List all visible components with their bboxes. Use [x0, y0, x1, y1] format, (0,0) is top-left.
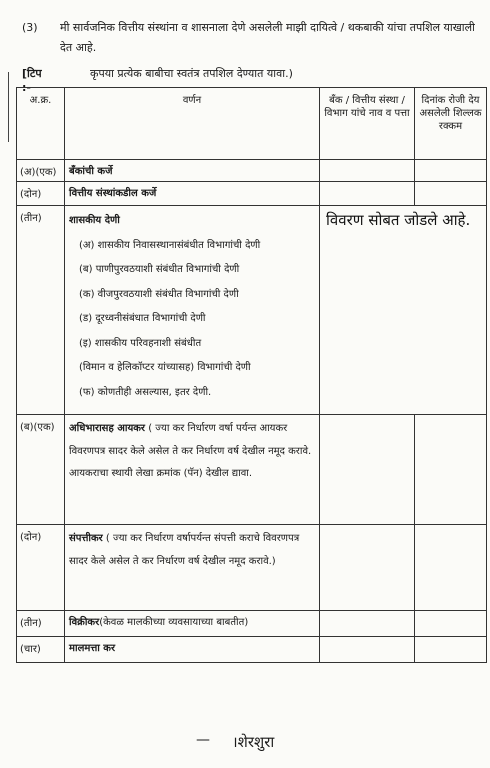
balance-cell	[415, 637, 487, 663]
table-row	[17, 637, 487, 663]
table-row	[17, 182, 487, 206]
list-item: (अ) शासकीय निवासस्थानासंबंधीत विभागांची देणी	[79, 239, 261, 251]
signature	[196, 718, 356, 758]
row-text: ( ज्या कर निर्धारण वर्षा पर्यन्त आयकर विवरणपत्र सादर केले असेल ते कर निर्धारण वर्ष देखील नमूद करावे. आयकराचा स्थायी लेखा क्रमांक (पॅन) देखील द्यावा.	[69, 423, 312, 479]
list-item: (इ) शासकीय परिवहनाशी संबंधीत	[79, 337, 202, 349]
liabilities-table	[16, 87, 487, 663]
row-title: विक्रीकर	[69, 617, 100, 628]
row-description	[65, 525, 320, 611]
header-description: वर्णन	[65, 88, 320, 160]
table-row	[17, 415, 487, 525]
header-bank: बँक / वित्तीय संस्था / विभाग यांचे नाव व पत्ता	[320, 88, 415, 160]
row-label: (चार)	[17, 637, 65, 663]
table-row	[17, 206, 487, 415]
balance-cell	[415, 611, 487, 637]
row-description	[65, 611, 320, 637]
row-text: ( ज्या कर निर्धारण वर्षापर्यन्त संपत्ती कराचे विवरणपत्र सादर केले असेल ते कर निर्धारण वर्ष देखील नमूद करावे.)	[69, 533, 300, 567]
bank-cell	[320, 415, 415, 525]
row-title: संपत्तीकर	[69, 533, 103, 544]
row-description	[65, 206, 320, 415]
table-row	[17, 525, 487, 611]
row-title: बँकांची कर्जे	[65, 160, 320, 182]
handwritten-cell	[320, 206, 487, 415]
list-item: (ब) पाणीपुरवठयाशी संबंधीत विभागांची देणी	[79, 264, 240, 275]
handwritten-note: विवरण सोबत जोडले आहे.	[326, 211, 471, 229]
row-title: वित्तीय संस्थांकडील कर्जे	[65, 182, 320, 206]
row-label: (अ)(एक)	[17, 160, 65, 182]
row-title: शासकीय देणी	[69, 215, 120, 226]
row-text: (केवळ मालकीच्या व्यवसायाच्या बाबतीत)	[99, 617, 249, 628]
balance-cell	[415, 160, 487, 182]
row-label: (दोन)	[17, 182, 65, 206]
row-label: (ब)(एक)	[17, 415, 65, 525]
bank-cell	[320, 611, 415, 637]
signature-dash: —	[196, 732, 210, 748]
row-description	[65, 415, 320, 525]
list-item: (फ) कोणतीही असल्यास, इतर देणी.	[79, 386, 212, 398]
row-label: (दोन)	[17, 525, 65, 611]
row-title: अधिभारासह आयकर	[69, 423, 146, 434]
row-label: (तीन)	[17, 206, 65, 415]
signature-text: ।शेरशुरा	[232, 733, 275, 751]
list-item: (ड) दूरध्वनीसंबंधात विभागांची देणी	[79, 313, 206, 324]
balance-cell	[415, 415, 487, 525]
intro-text: मी सार्वजनिक वित्तीय संस्थांना व शासनाला देणे असलेली माझी दायित्वे / थकबाकी यांचा तपशिल याखाली देत आहे.	[60, 21, 475, 54]
balance-cell	[415, 182, 487, 206]
header-balance: दिनांक रोजी देय असलेली शिल्लक रक्कम	[415, 88, 487, 160]
bank-cell	[320, 182, 415, 206]
table-row	[17, 160, 487, 182]
list-item: (क) वीजपुरवठयाशी संबंधीत विभागांची देणी	[79, 288, 239, 300]
section-number: (3)	[22, 21, 38, 34]
row-title: मालमत्ता कर	[65, 637, 320, 663]
margin-line	[8, 72, 9, 142]
table-row	[17, 611, 487, 637]
header-serial: अ.क्र.	[17, 88, 65, 160]
bank-cell	[320, 525, 415, 611]
list-item: (विमान व हेलिकॉप्टर यांच्यासह) विभागांची देणी	[79, 362, 251, 373]
balance-cell	[415, 525, 487, 611]
note-label: [टिप :-	[22, 67, 42, 94]
note-text: कृपया प्रत्येक बाबीचा स्वतंत्र तपशिल देण्यात यावा.)	[90, 67, 293, 80]
table-header-row	[17, 88, 487, 160]
bank-cell	[320, 160, 415, 182]
bank-cell	[320, 637, 415, 663]
row-label: (तीन)	[17, 611, 65, 637]
